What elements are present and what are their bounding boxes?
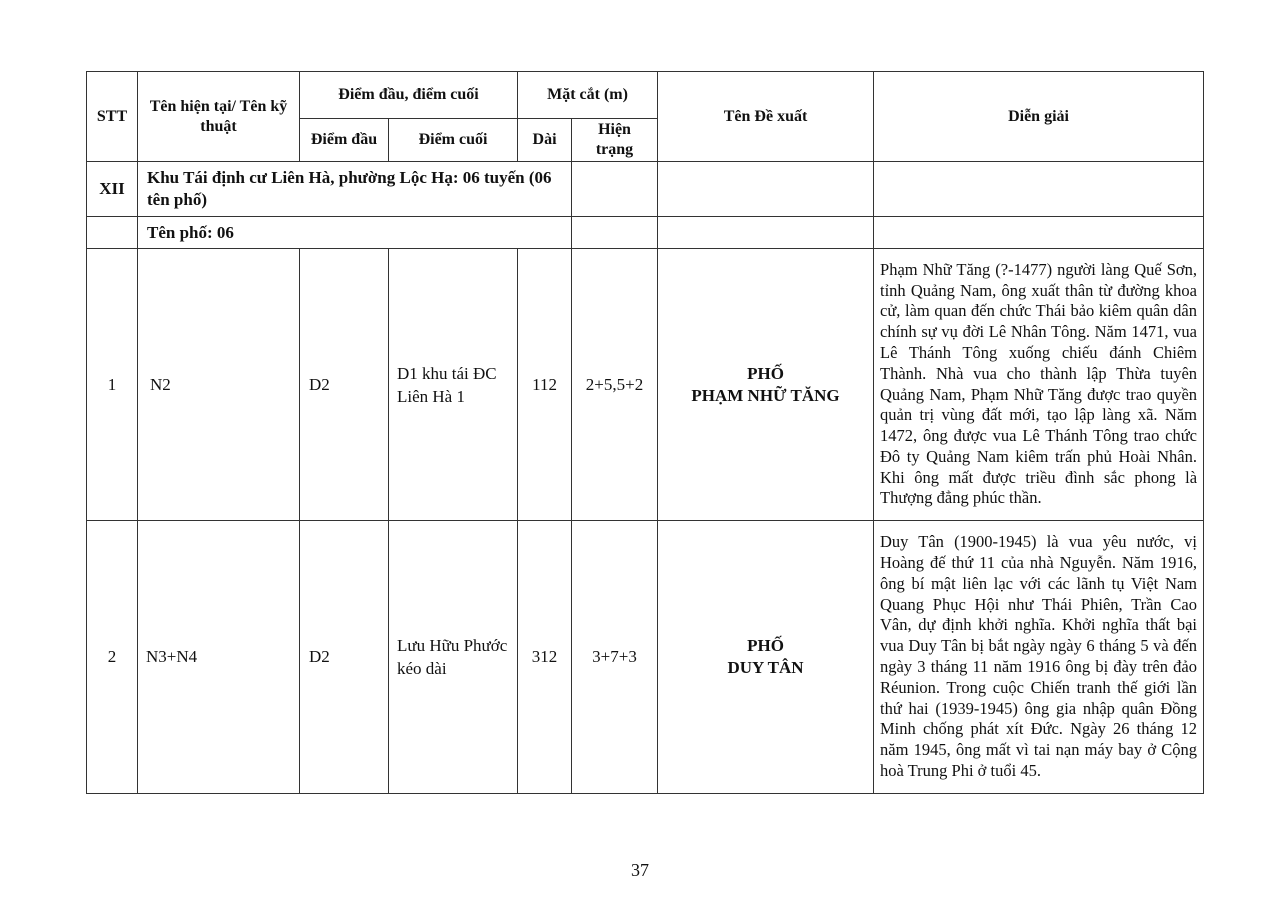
row-length: 312 — [518, 521, 572, 794]
row-explanation: Phạm Nhữ Tăng (?-1477) người làng Quế Sơn, tỉnh Quảng Nam, ông xuất thân từ đường khoa cử, làm quan đến chức Thái bảo kiêm quân dân chính sự vụ đời Lê Nhân Tông. Năm 1471, vua Lê Thánh Tông xuống chiếu đánh Chiêm Thành. Nhà vua cho thành lập Thừa tuyên Quảng Nam, Phạm Nhữ Tăng được trao quyền quản trị vùng đất mới, tạo lập làng xã. Năm 1472, ông được vua Lê Thánh Tông trao chức Đô ty Quảng Nam kiêm trấn phủ Hoài Nhân. Khi ông mất được triều đình sắc phong là Thượng đẳng phúc thần. — [874, 249, 1204, 521]
table-row — [87, 521, 1204, 794]
group-row — [87, 162, 1204, 217]
header-explanation: Diễn giải — [874, 72, 1204, 162]
row-status: 3+7+3 — [572, 521, 658, 794]
header-start-point: Điểm đầu — [300, 119, 389, 162]
row-proposed-name — [658, 249, 874, 521]
row-start-point: D2 — [300, 249, 389, 521]
row-end-point: D1 khu tái ĐC Liên Hà 1 — [389, 249, 518, 521]
row-length: 112 — [518, 249, 572, 521]
row-stt: 2 — [87, 521, 138, 794]
header-section: Mặt cắt (m) — [518, 72, 658, 119]
header-proposed-name: Tên Đề xuất — [658, 72, 874, 162]
header-end-point: Điểm cuối — [389, 119, 518, 162]
proposed-prefix: PHỐ — [747, 363, 784, 383]
page-number: 37 — [631, 860, 649, 880]
row-end-point: Lưu Hữu Phước kéo dài — [389, 521, 518, 794]
proposed-prefix: PHỐ — [747, 636, 784, 655]
street-naming-table — [86, 71, 1204, 794]
table-row — [87, 249, 1204, 521]
row-current-name: N3+N4 — [138, 521, 300, 794]
row-explanation: Duy Tân (1900-1945) là vua yêu nước, vị Hoàng đế thứ 11 của nhà Nguyễn. Năm 1916, ông bí mật liên lạc với các lãnh tụ Việt Nam Quang Phục Hội như Thái Phiên, Trần Cao Vân, dự định khởi nghĩa. Khởi nghĩa thất bại vua Duy Tân bị bắt ngày ngày 6 tháng 5 và đến ngày 3 tháng 11 năm 1916 ông bị đày trên đảo Réunion. Trong cuộc Chiến tranh thế giới lần thứ hai (1939-1945) ông gia nhập quân Đồng Minh chống phát xít Đức. Ngày 26 tháng 12 năm 1945, ông mất vì tai nạn máy bay ở Cộng hoà Trung Phi ở tuổi 45. — [874, 521, 1204, 794]
subgroup-row — [87, 217, 1204, 249]
header-status: Hiện trạng — [572, 119, 658, 162]
group-title: Khu Tái định cư Liên Hà, phường Lộc Hạ: 06 tuyến (06 tên phố) — [138, 162, 572, 217]
header-current-name: Tên hiện tại/ Tên kỹ thuật — [138, 72, 300, 162]
row-status: 2+5,5+2 — [572, 249, 658, 521]
proposed-street-name: PHẠM NHỮ TĂNG — [691, 385, 840, 405]
row-proposed-name — [658, 521, 874, 794]
row-stt: 1 — [87, 249, 138, 521]
proposed-street-name: DUY TÂN — [727, 658, 804, 677]
row-start-point: D2 — [300, 521, 389, 794]
header-endpoints: Điểm đầu, điểm cuối — [300, 72, 518, 119]
header-length: Dài — [518, 119, 572, 162]
header-stt: STT — [87, 72, 138, 162]
subgroup-title: Tên phố: 06 — [138, 217, 572, 249]
group-stt: XII — [87, 162, 138, 217]
row-current-name: N2 — [138, 249, 300, 521]
